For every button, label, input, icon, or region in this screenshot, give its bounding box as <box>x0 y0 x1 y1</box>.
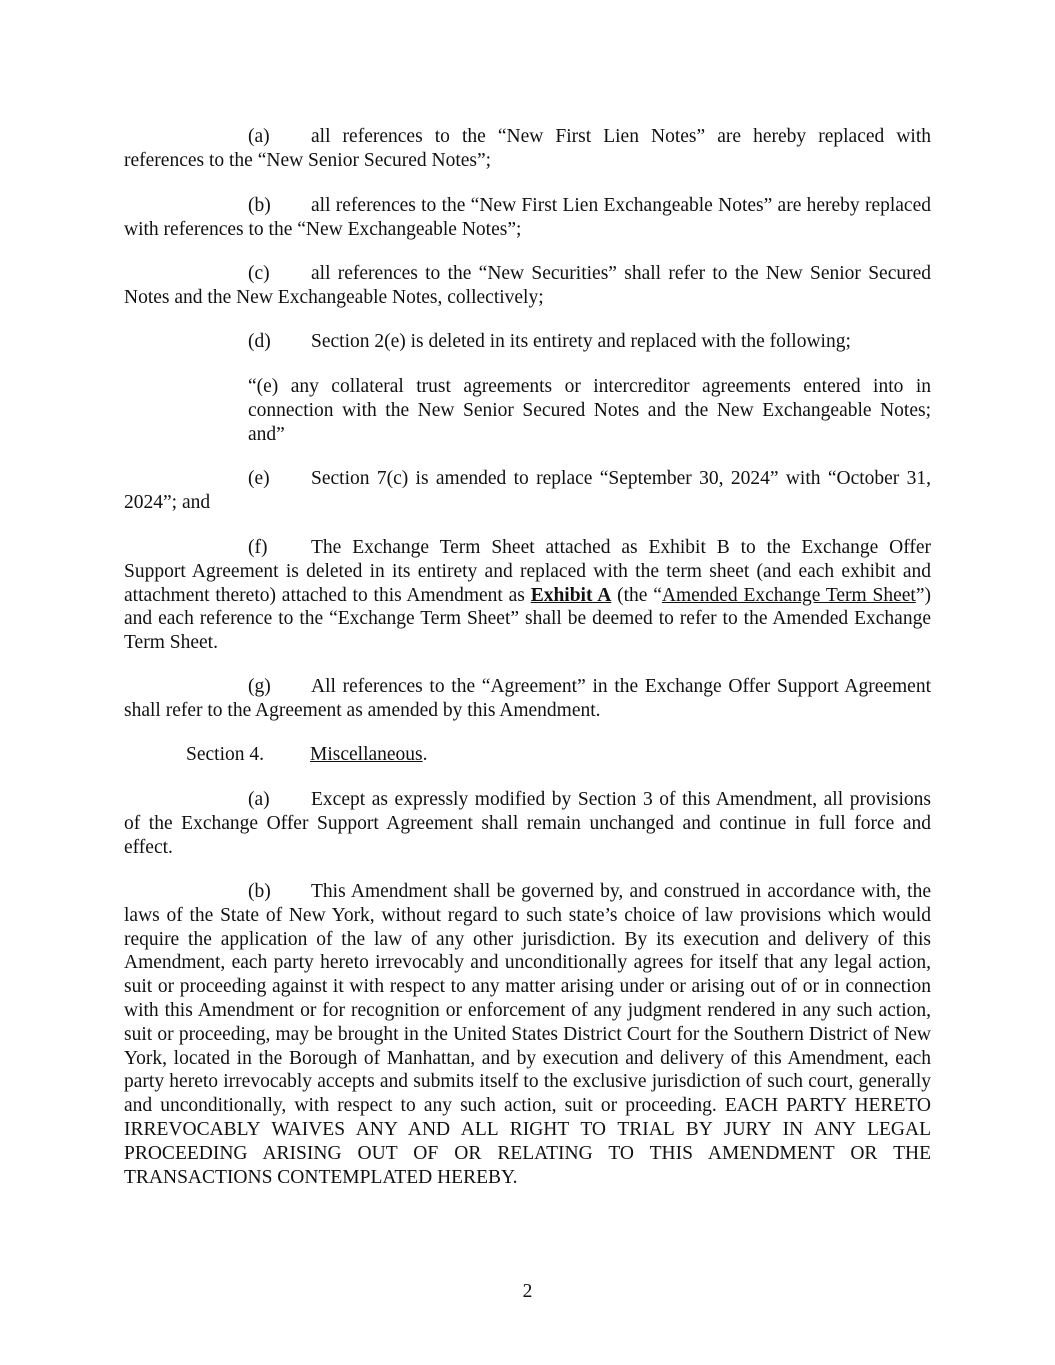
page-number: 2 <box>522 1281 533 1302</box>
clause-b <box>124 194 931 242</box>
clause-d <box>124 330 931 354</box>
section-4-title: Miscellaneous <box>310 744 423 765</box>
section-4-clause-a <box>124 788 931 859</box>
exhibit-a-reference: Exhibit A <box>530 584 612 606</box>
clause-a <box>124 125 931 173</box>
clause-b-label: (b) <box>248 195 271 216</box>
clause-e-text: Section 7(c) is amended to replace “September 30, 2024” with “October 31, 2024”; and <box>124 468 931 513</box>
clause-e <box>124 467 931 515</box>
clause-f-text-middle: (the “ <box>617 584 662 606</box>
clause-g-text: All references to the “Agreement” in the Exchange Offer Support Agreement shall refer to the Agreement as amended by this Amendment. <box>124 676 931 721</box>
clause-f-text-before: The Exchange Term Sheet attached as Exhibit B to the Exchange Offer Support Agreement is deleted in its entirety and replaced with the term sheet (and each exhibit and attachment thereto) attached to this Amendment as <box>124 537 931 606</box>
clause-g-label: (g) <box>248 676 271 697</box>
section-4-clause-a-text: Except as expressly modified by Section 3 of this Amendment, all provisions of the Exchange Offer Support Agreement shall remain unchanged and continue in full force and effect. <box>124 789 931 858</box>
clause-f <box>124 536 931 655</box>
clause-d-text: Section 2(e) is deleted in its entirety and replaced with the following; <box>311 331 851 352</box>
section-4-heading <box>186 743 428 767</box>
clause-a-label: (a) <box>248 126 270 147</box>
clause-g <box>124 675 931 723</box>
section-4-title-suffix: . <box>422 744 428 765</box>
clause-a-text: all references to the “New First Lien Notes” are hereby replaced with references to the “New Senior Secured Notes”; <box>124 126 931 171</box>
clause-f-text-after: ”) and each reference to the “Exchange Term Sheet” shall be deemed to refer to the Amended Exchange Term Sheet. <box>124 584 931 654</box>
clause-c-text: all references to the “New Securities” shall refer to the New Senior Secured Notes and the New Exchangeable Notes, collectively; <box>124 263 931 308</box>
clause-c-label: (c) <box>248 263 270 284</box>
section-4-clause-b-text: This Amendment shall be governed by, and construed in accordance with, the laws of the State of New York, without regard to such state’s choice of law provisions which would require the application of the law of any other jurisdiction. By its execution and delivery of this Amendment, each party hereto irrevocably and unconditionally agrees for itself that any legal action, suit or proceeding against it with respect to any matter arising under or arising out of or in connection with this Amendment or for recognition or enforcement of any judgment rendered in any such action, suit or proceeding, may be brought in the United States District Court for the Southern District of New York, located in the Borough of Manhattan, and by execution and delivery of this Amendment, each party hereto irrevocably accepts and submits itself to the exclusive jurisdiction of such court, generally and unconditionally, with respect to any such action, suit or proceeding. EACH PARTY HERETO IRREVOCABLY WAIVES ANY AND ALL RIGHT TO TRIAL BY JURY IN ANY LEGAL PROCEEDING ARISING OUT OF OR RELATING TO THIS AMENDMENT OR THE TRANSACTIONS CONTEMPLATED HEREBY. <box>124 881 931 1188</box>
amended-exchange-term-sheet-defined-term: Amended Exchange Term Sheet <box>661 584 916 606</box>
clause-e-label: (e) <box>248 468 270 489</box>
clause-f-label: (f) <box>248 537 268 558</box>
section-4-clause-b <box>124 880 931 1189</box>
section-4-label: Section 4. <box>186 744 264 765</box>
clause-d-label: (d) <box>248 331 271 352</box>
section-4-clause-a-label: (a) <box>248 789 270 810</box>
clause-c <box>124 262 931 310</box>
clause-b-text: all references to the “New First Lien Exchangeable Notes” are hereby replaced with references to the “New Exchangeable Notes”; <box>124 195 931 240</box>
clause-d-quoted-text: “(e) any collateral trust agreements or intercreditor agreements entered into in connection with the New Senior Secured Notes and the New Exchangeable Notes; and” <box>248 376 931 445</box>
section-4-clause-b-label: (b) <box>248 881 271 902</box>
